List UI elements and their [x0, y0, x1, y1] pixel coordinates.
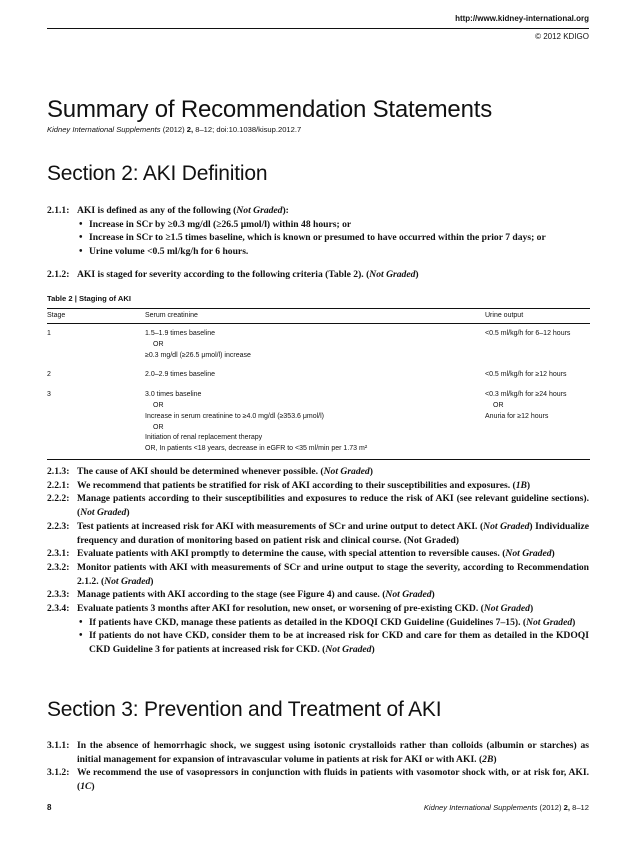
statement-2-2-2: 2.2.2: Manage patients according to their susceptibilities and exposures to reduce the risk of AKI (see relevant guideline sections). (Not Graded): [47, 493, 589, 519]
ckd-followup-list: [77, 616, 589, 657]
footer-citation: Kidney International Supplements (2012) 2, 8–12: [423, 803, 589, 812]
statement-number: 2.1.1:: [47, 205, 70, 216]
table-cell: 3: [47, 385, 145, 459]
criteria-list: [77, 218, 589, 259]
table-cell: 2.0–2.9 times baseline: [145, 371, 216, 379]
list-item: • If patients have CKD, manage these patients as detailed in the KDOQI CKD Guideline (Guidelines 7–15). (Not Graded): [77, 616, 589, 630]
table-cell: 1: [47, 330, 51, 337]
journal-url: http://www.kidney-international.org: [455, 14, 589, 23]
column-header: Serum creatinine: [145, 309, 485, 324]
copyright: © 2012 KDIGO: [535, 32, 589, 41]
statement-2-3-2: 2.3.2: Monitor patients with AKI with measurements of SCr and urine output to stage the severity, according to Recommendation 2.1.2. (Not Graded): [47, 561, 589, 587]
statement-text: AKI is defined as any of the following (: [77, 205, 237, 216]
statement-2-3-3: 2.3.3: Manage patients with AKI according to the stage (see Figure 4) and cause. (Not Graded): [47, 589, 435, 601]
column-header: Stage: [47, 309, 145, 324]
statement-2-2-1: 2.2.1: We recommend that patients be stratified for risk of AKI according to their susceptibilities and exposures. (1B): [47, 479, 531, 491]
column-header: Urine output: [485, 309, 590, 324]
staging-table: [47, 308, 590, 460]
grade: Not Graded: [369, 269, 416, 280]
statement-3-1-1: 3.1.1: In the absence of hemorrhagic shock, we suggest using isotonic crystalloids rather than colloids (albumin or starches) as initial management for expansion of intravascular volume in patients at risk for AKI or with AKI. (2B): [47, 740, 589, 765]
citation-volume: 2,: [186, 125, 194, 134]
section-2-heading: Section 2: AKI Definition: [47, 162, 268, 185]
statement-2-3-4: 2.3.4: Evaluate patients 3 months after AKI for resolution, new onset, or worsening of pre-existing CKD. (Not Graded) • If patients have CKD, manage these patients as detailed in the KDOQI CKD Guideline (Guidelines 7–15). (Not Graded) • If patients do not have CKD, consider them to be at increased risk for CKD and care for them as detailed in the KDOQI CKD Guideline 3 for patients at increased risk for CKD. (Not Graded): [47, 602, 589, 657]
page-title: Summary of Recommendation Statements: [47, 96, 492, 123]
statement-2-3-1: 2.3.1: Evaluate patients with AKI promptly to determine the cause, with special attention to reversible causes. (Not Graded): [47, 548, 555, 560]
list-item: • If patients do not have CKD, consider them to be at increased risk for CKD and care for them as detailed in the KDOQI CKD Guideline 3 for patients at increased risk for CKD. (Not Graded): [77, 629, 589, 656]
citation-journal: Kidney International Supplements: [47, 125, 161, 134]
statement-3-1-2: 3.1.2: We recommend the use of vasopressors in conjunction with fluids in patients with vasomotor shock with, or at risk for, AKI. (1C): [47, 767, 589, 793]
table-row: [47, 385, 590, 459]
citation: [47, 125, 301, 134]
header-rule: [47, 28, 589, 29]
table-title: Table 2 | Staging of AKI: [47, 294, 131, 303]
statement-2-1-3: 2.1.3: The cause of AKI should be determined whenever possible. (Not Graded): [47, 466, 373, 477]
statement-2-1-1: 2.1.1: AKI is defined as any of the following (Not Graded): • Increase in SCr by ≥0.3 mg/dl (≥26.5 μmol/l) within 48 hours; or • Increase in SCr to ≥1.5 times baseline, which is known or presumed to have occurred within the prior 7 days; or • Urine volume <0.5 ml/kg/h for 6 hours.: [47, 204, 589, 259]
table-cell: 3.0 times baseline OR Increase in serum creatinine to ≥4.0 mg/dl (≥353.6 μmol/l) OR Initiation of renal replacement therapy OR, In patients <18 years, decrease in eGFR to <35 ml/min per 1.73 m²: [145, 385, 485, 459]
list-item: • Increase in SCr to ≥1.5 times baseline, which is known or presumed to have occurred within the prior 7 days; or: [77, 231, 589, 245]
statement-text: AKI is staged for severity according to the following criteria (Table 2). (: [77, 269, 370, 280]
page-number: 8: [47, 803, 52, 812]
statement-2-2-3: 2.2.3: Test patients at increased risk for AKI with measurements of SCr and urine output to detect AKI. (Not Graded) Individualize frequency and duration of monitoring based on patient risk and clinical course. (Not Graded): [47, 520, 589, 546]
section-3-heading: Section 3: Prevention and Treatment of AKI: [47, 698, 442, 721]
list-item: • Urine volume <0.5 ml/kg/h for 6 hours.: [77, 245, 589, 259]
citation-year: (2012): [162, 125, 185, 134]
table-row: [47, 365, 590, 385]
table-row: [47, 324, 590, 366]
table-cell: <0.5 ml/kg/h for 6–12 hours: [485, 330, 571, 337]
table-cell: <0.3 ml/kg/h for ≥24 hours OR Anuria for ≥12 hours: [485, 385, 590, 459]
citation-rest: 8–12; doi:10.1038/kisup.2012.7: [195, 125, 302, 134]
section-3-statements: [47, 739, 589, 794]
grade: Not Graded: [236, 205, 283, 216]
statements-list: [47, 465, 589, 657]
table-cell: <0.5 ml/kg/h for ≥12 hours: [485, 371, 567, 379]
list-item: • Increase in SCr by ≥0.3 mg/dl (≥26.5 μmol/l) within 48 hours; or: [77, 218, 589, 232]
table-cell: 2: [47, 371, 51, 379]
table-cell: 1.5–1.9 times baseline OR ≥0.3 mg/dl (≥26.5 μmol/l) increase: [145, 330, 251, 359]
table-header-row: [47, 309, 590, 324]
statement-number: 2.1.2:: [47, 269, 70, 280]
statement-2-1-2: 2.1.2: AKI is staged for severity according to the following criteria (Table 2). (Not Graded): [47, 269, 419, 280]
